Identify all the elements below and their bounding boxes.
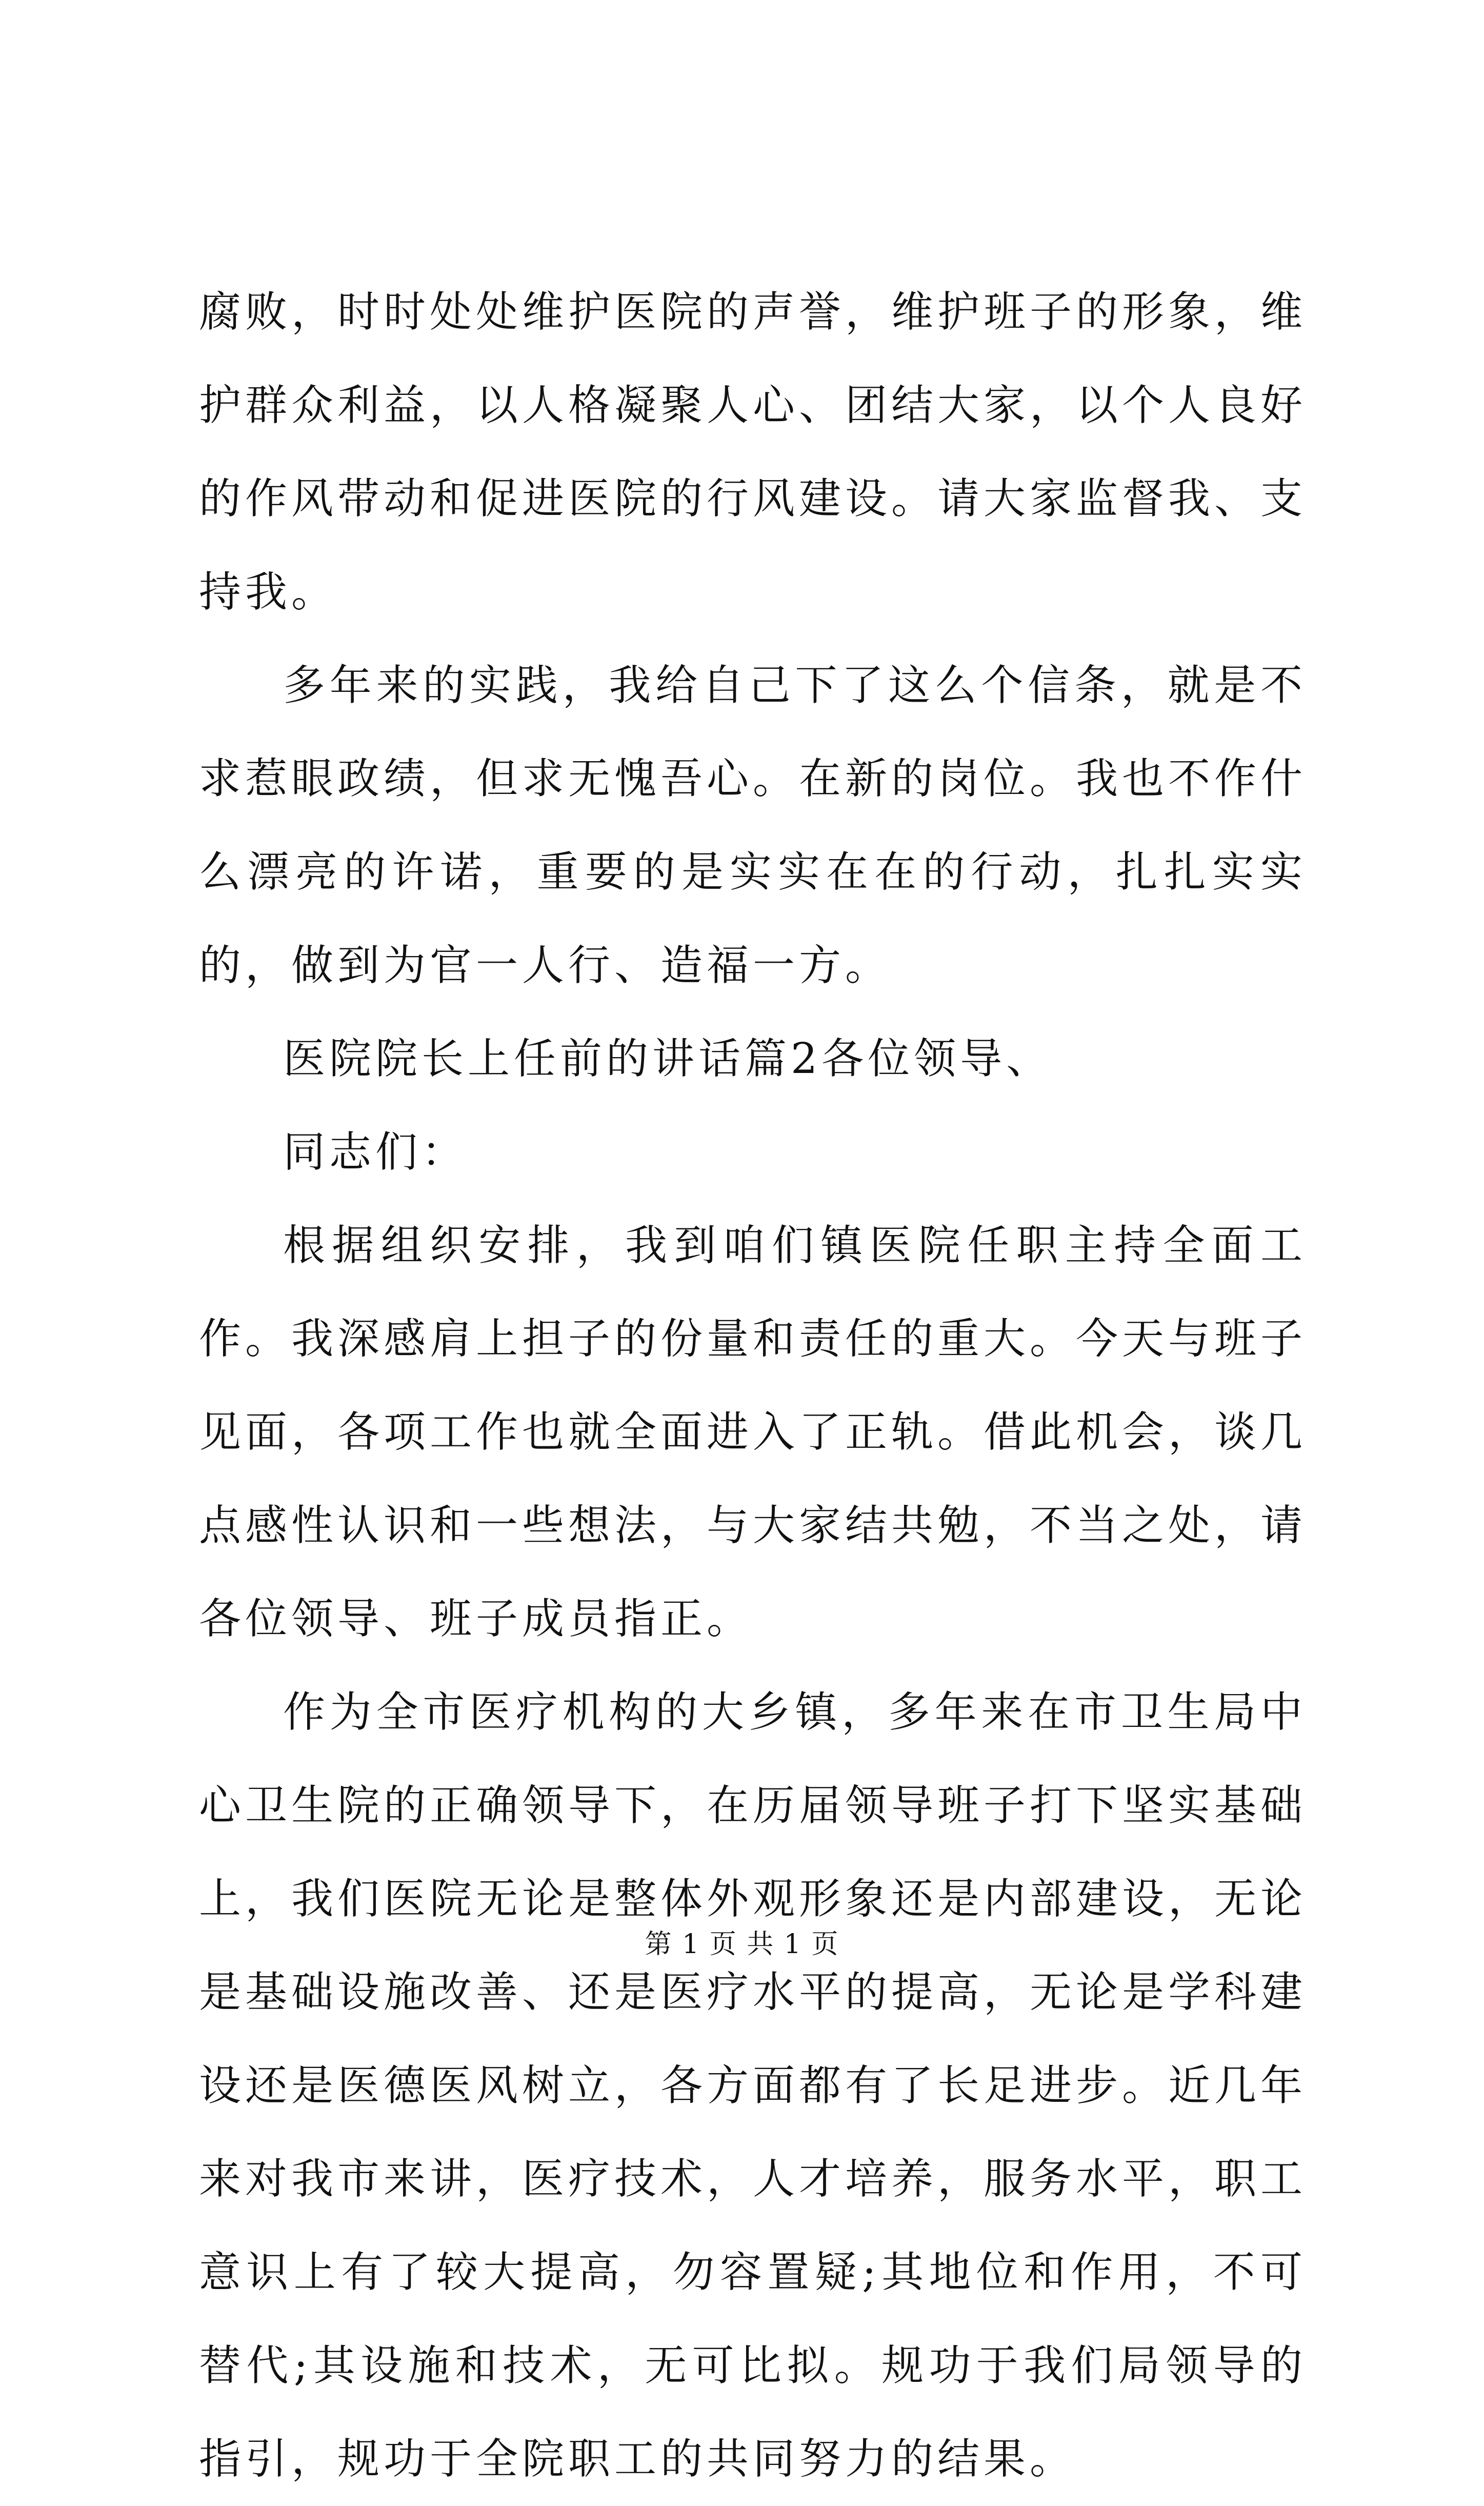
paragraph-6: 作为全市医疗机构的大乡镇，多年来在市卫生局中心卫生院的正确领导下，在历届领导班子打下坚实基础上，我们医院无论是整体外观形象还是内部建设，无论是基础设施改善、还是医疗水平的提高，无论是学科建设还是医德医风树立，各方面都有了长足进步。近几年来对我市来讲，医疗技术，人才培养，服务水平，职工意识上有了较大提高，勿容置疑;其地位和作用，不可替代;其设施和技术，无可比拟。规功于我们局领导的指引，规功于全院职工的共同努力的结果。 xyxy=(199,1688,1307,2483)
salutation: 同志们： xyxy=(283,1128,468,1177)
speech-title-line: 医院院长上任前的讲话篇2各位领导、 xyxy=(283,1035,1053,1083)
page-number-footer: 第 1 页 共 1 页 xyxy=(645,1929,839,1960)
document-body xyxy=(199,266,1307,2506)
paragraph-5: 根据组织安排，我到咱们镇医院任职主持全面工作。我深感肩上担子的份量和责任的重大。今天与班子见面，各项工作也就全面进入了正轨。借此机会，谈几点感性认识和一些想法，与大家结共勉，不当之处，请各位领导、班子成员指正。 xyxy=(199,1221,1307,1643)
paragraph-2: 多年来的实践，我给自己下了这么个信条，就是不求惹眼政绩，但求无愧吾心。在新的岗位。我也不作什么漂亮的许诺，重要的是实实在在的行动，扎扎实实的，做到为官一人行、造福一方。 xyxy=(199,661,1307,990)
paragraph-1: 腐败，时时处处维护医院的声誉，维护班子的形象，维护群众利益，以人格凝聚人心、团结大家，以个人良好的作风带动和促进医院的行风建设。请大家监督我、支持我。 xyxy=(199,288,1307,616)
